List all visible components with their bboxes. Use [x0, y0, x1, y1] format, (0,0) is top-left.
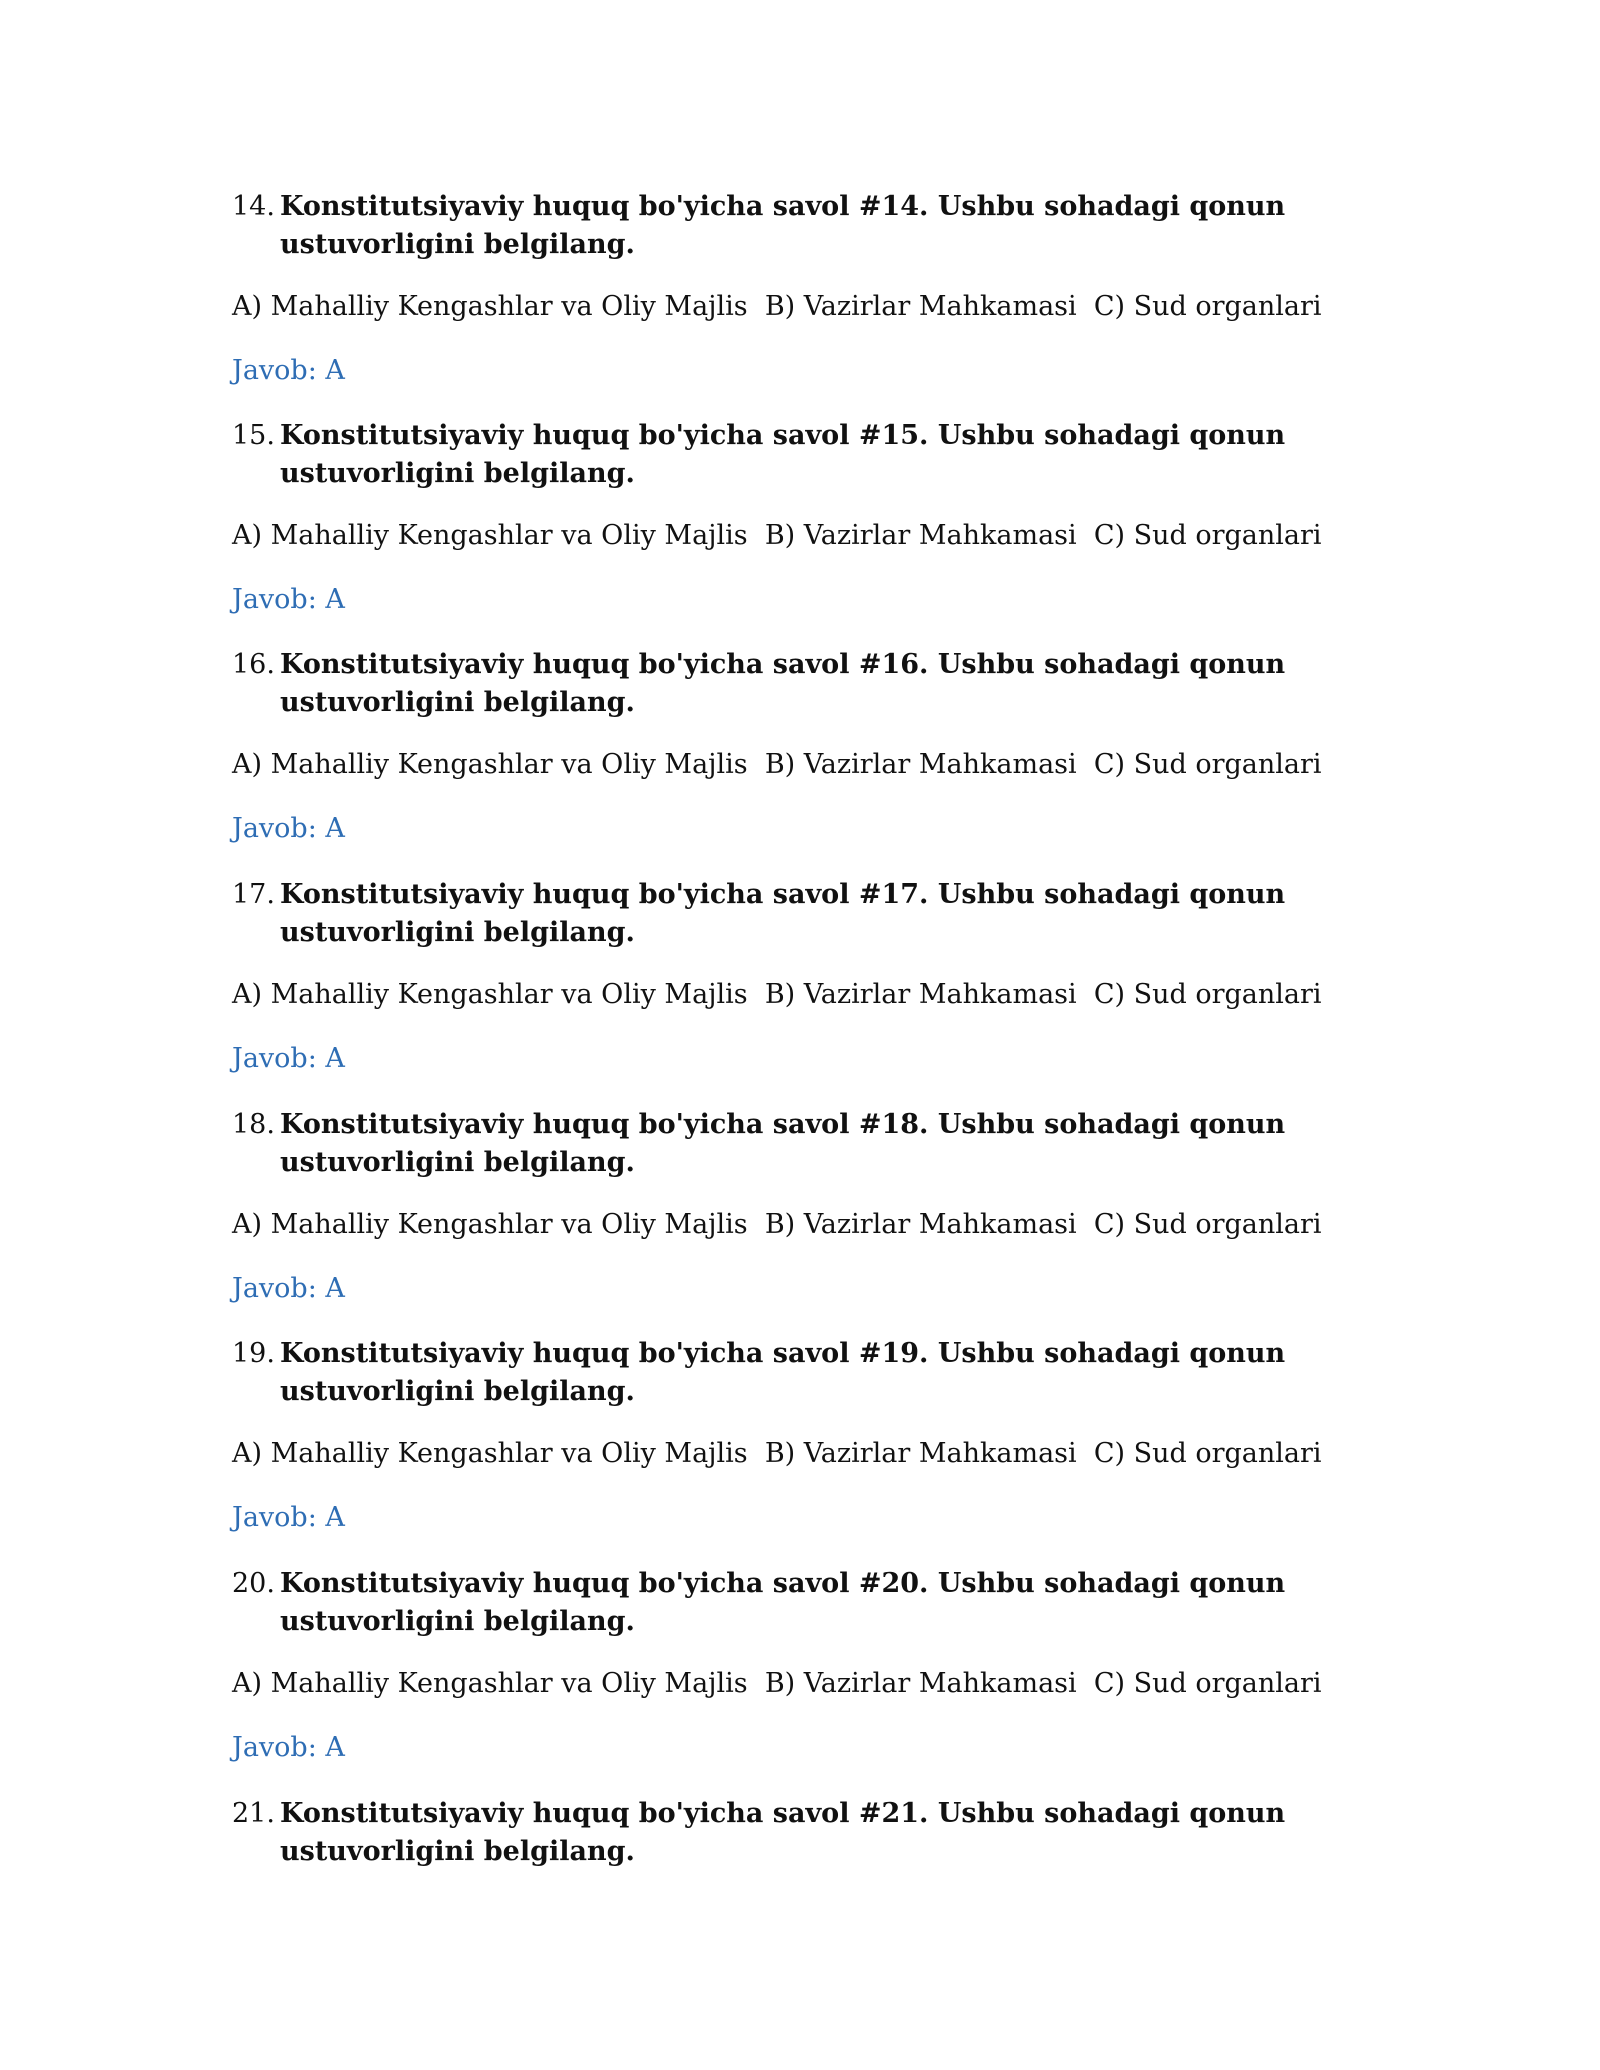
answer-options: A) Mahalliy Kengashlar va Oliy Majlis B) Vazirlar Mahkamasi C) Sud organlari: [232, 291, 1322, 322]
question-item-16: [232, 646, 1392, 844]
answer-options: A) Mahalliy Kengashlar va Oliy Majlis B) Vazirlar Mahkamasi C) Sud organlari: [232, 749, 1322, 780]
question-text: Konstitutsiyaviy huquq bo'yicha savol #17. Ushbu sohadagi qonun ustuvorligini belgilang.: [280, 879, 1286, 948]
question-number: 18.: [232, 1109, 275, 1140]
question-number: 21.: [232, 1798, 275, 1829]
question-row: [232, 1106, 1392, 1182]
question-text: Konstitutsiyaviy huquq bo'yicha savol #21. Ushbu sohadagi qonun ustuvorligini belgilang.: [280, 1798, 1286, 1867]
question-number: 16.: [232, 649, 275, 680]
question-number: 20.: [232, 1568, 275, 1599]
answer-options: A) Mahalliy Kengashlar va Oliy Majlis B) Vazirlar Mahkamasi C) Sud organlari: [232, 1438, 1322, 1469]
question-row: [232, 1565, 1392, 1641]
correct-answer: Javob: A: [232, 355, 345, 386]
correct-answer: Javob: A: [232, 813, 345, 844]
question-item-14: [232, 188, 1392, 386]
question-item-19: [232, 1335, 1392, 1533]
question-text: Konstitutsiyaviy huquq bo'yicha savol #14. Ushbu sohadagi qonun ustuvorligini belgilang.: [280, 191, 1286, 260]
correct-answer: Javob: A: [232, 1502, 345, 1533]
question-item-18: [232, 1106, 1392, 1304]
correct-answer: Javob: A: [232, 584, 345, 615]
question-row: [232, 188, 1392, 264]
question-row: [232, 417, 1392, 493]
question-row: [232, 646, 1392, 722]
correct-answer: Javob: A: [232, 1273, 345, 1304]
question-number: 15.: [232, 420, 275, 451]
question-item-21: [232, 1795, 1392, 1871]
answer-options: A) Mahalliy Kengashlar va Oliy Majlis B) Vazirlar Mahkamasi C) Sud organlari: [232, 1209, 1322, 1240]
question-text: Konstitutsiyaviy huquq bo'yicha savol #15. Ushbu sohadagi qonun ustuvorligini belgilang.: [280, 420, 1286, 489]
answer-options: A) Mahalliy Kengashlar va Oliy Majlis B) Vazirlar Mahkamasi C) Sud organlari: [232, 979, 1322, 1010]
question-row: [232, 1795, 1392, 1871]
question-number: 19.: [232, 1338, 275, 1369]
question-item-20: [232, 1565, 1392, 1763]
question-item-15: [232, 417, 1392, 615]
question-item-17: [232, 876, 1392, 1074]
question-text: Konstitutsiyaviy huquq bo'yicha savol #20. Ushbu sohadagi qonun ustuvorligini belgilang.: [280, 1568, 1286, 1637]
question-text: Konstitutsiyaviy huquq bo'yicha savol #19. Ushbu sohadagi qonun ustuvorligini belgilang.: [280, 1338, 1286, 1407]
question-row: [232, 1335, 1392, 1411]
question-number: 17.: [232, 879, 275, 910]
question-row: [232, 876, 1392, 952]
question-text: Konstitutsiyaviy huquq bo'yicha savol #18. Ushbu sohadagi qonun ustuvorligini belgilang.: [280, 1109, 1286, 1178]
question-text: Konstitutsiyaviy huquq bo'yicha savol #16. Ushbu sohadagi qonun ustuvorligini belgilang.: [280, 649, 1286, 718]
question-number: 14.: [232, 191, 275, 222]
answer-options: A) Mahalliy Kengashlar va Oliy Majlis B) Vazirlar Mahkamasi C) Sud organlari: [232, 1668, 1322, 1699]
correct-answer: Javob: A: [232, 1043, 345, 1074]
answer-options: A) Mahalliy Kengashlar va Oliy Majlis B) Vazirlar Mahkamasi C) Sud organlari: [232, 520, 1322, 551]
correct-answer: Javob: A: [232, 1732, 345, 1763]
